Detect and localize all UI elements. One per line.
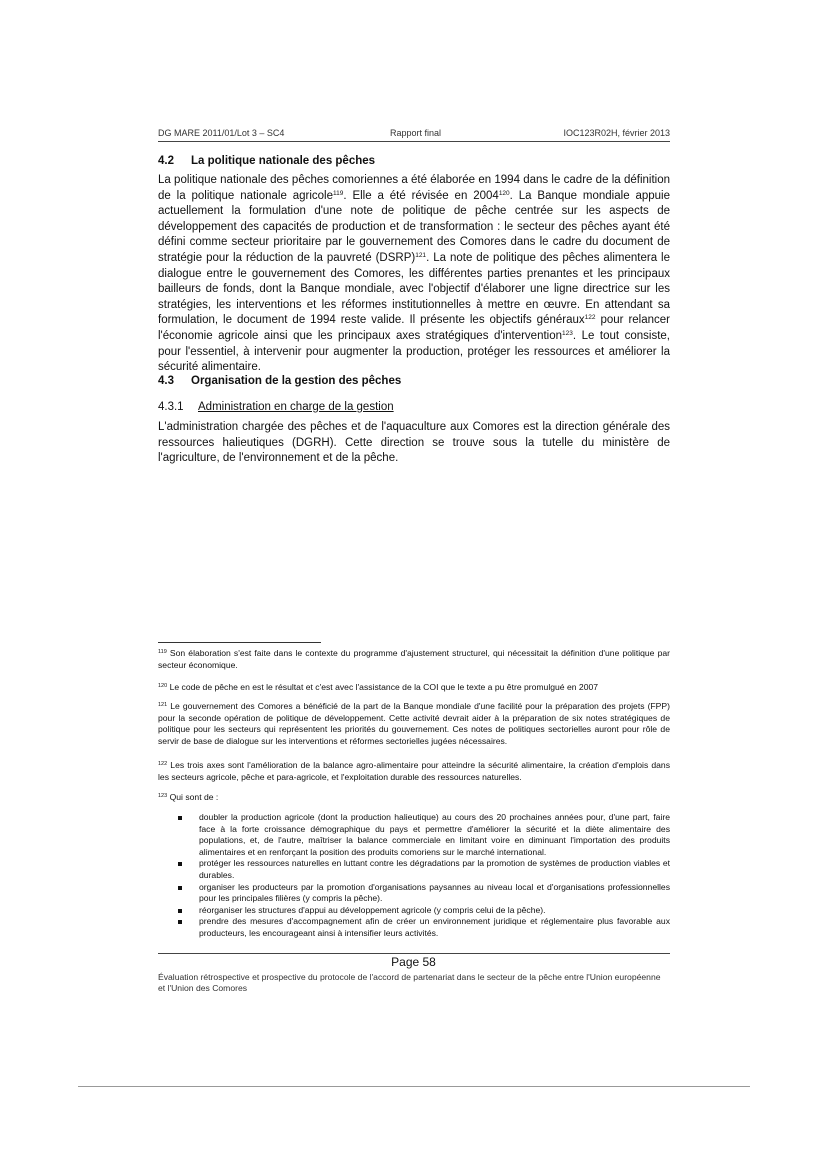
list-item-text: doubler la production agricole (dont la production halieutique) au cours des 20 prochaines années pour, d'une part, faire face à la forte croissance démographique du pays et permettre d'améliorer la sécurité et la diète alimentaire des populations, et, de l'autre, maîtriser la balance commerciale en limitant voire en diminuant l'importation des produits alimentaires et en renforçant la position des produits comoriens sur le marché international.: [199, 812, 670, 857]
footnote-number: 120: [158, 683, 168, 689]
header-right: IOC123R02H, février 2013: [563, 128, 670, 138]
list-item-text: organiser les producteurs par la promotion d'organisations paysannes au niveau local et d'organisations professionnelles pour les principales filières (y compris la pêche).: [199, 881, 670, 904]
footnote-119: [158, 648, 670, 671]
page-footer-separator: [158, 953, 670, 954]
text-run: pour relancer l'économie agricole ainsi que les principaux axes stratégiques d'intervention: [158, 314, 670, 342]
footnote-text: Le gouvernement des Comores a bénéficié de la part de la Banque mondiale d'une facilité pour la préparation des projets (FPP) pour la seconde opération de politique de développement. Cette activité devrait aider à la préparation de six notes stratégiques de politique pour les secteurs qui représentent les priorités du gouvernement. Ces notes de politiques sectorielles auront pour rôle de servir de base de dialogue sur les interventions et réformes sectorielles jugées nécessaires.: [158, 701, 671, 746]
section-title: La politique nationale des pêches: [191, 155, 376, 167]
list-item: [178, 905, 670, 917]
section-heading-4-2: [158, 155, 375, 167]
text-run: . La note de politique des pêches alimentera le dialogue entre le gouvernement des Comores, les différentes parties prenantes et les principaux bailleurs de fonds, dont la Banque mondiale, avec l'objectif d'élaborer une ligne directrice sur les stratégies, les interventions et les réformes institutionnelles à mettre en œuvre. En attendant sa formulation, le document de 1994 reste valide. Il présente les objectifs généraux: [158, 251, 670, 327]
footnote-text: Qui sont de :: [169, 792, 219, 802]
section-title: Organisation de la gestion des pêches: [191, 375, 402, 387]
list-item: [178, 858, 670, 881]
header-left: DG MARE 2011/01/Lot 3 – SC4: [158, 128, 285, 138]
footnote-text: Le code de pêche en est le résultat et c'est avec l'assistance de la COI que le texte a pu être promulgué en 2007: [169, 682, 599, 692]
page-bottom-divider: [78, 1086, 750, 1087]
footnote-ref[interactable]: 119: [333, 189, 344, 197]
footnote-ref[interactable]: 123: [562, 329, 573, 337]
footnote-text: Les trois axes sont l'amélioration de la balance agro-alimentaire pour atteindre la sécurité alimentaire, la création d'emplois dans les secteurs agricole, pêche et para-agricole, et l'exploitation durable des ressources naturelles.: [158, 760, 670, 782]
footnote-123-list: [178, 812, 670, 940]
text-run: . La Banque mondiale appuie actuellement la formulation d'une note de politique de pêche centrée sur les aspects de développement des capacités de production et de transformation : le secteur des pêches ayant été défini comme secteur prioritaire par le gouvernement des Comores dans le cadre du document de stratégie pour la réduction de la pauvreté (DSRP): [158, 189, 670, 264]
section-heading-4-3: [158, 375, 401, 387]
footnote-122: [158, 760, 670, 783]
footnote-120: [158, 682, 670, 694]
text-run: La politique nationale des pêches comoriennes a été élaborée en 1994 dans le cadre de la définition de la politique nationale agricole: [158, 174, 670, 202]
bullet-icon: [178, 886, 182, 890]
footnote-number: 122: [158, 761, 168, 767]
bullet-icon: [178, 862, 182, 866]
page-number: Page 58: [391, 955, 436, 969]
list-item: [178, 916, 670, 939]
list-item-text: prendre des mesures d'accompagnement afin de créer un environnement juridique et réglementaire plus favorable aux producteurs, les encourageant ainsi à intensifier leurs activités.: [199, 916, 670, 938]
subsection-number: 4.3.1: [158, 401, 184, 413]
text-run: . Elle a été révisée en 2004: [343, 189, 499, 202]
running-header: [158, 127, 670, 142]
section-number: 4.3: [158, 375, 174, 387]
list-item-text: protéger les ressources naturelles en luttant contre les dégradations par la promotion de systèmes de production viables et durables.: [199, 858, 670, 880]
text-run: . Le tout consiste, pour l'essentiel, à intervenir pour augmenter la production, protéger les ressources et améliorer la sécurité alimentaire.: [158, 329, 670, 374]
list-item: [178, 812, 670, 858]
bullet-icon: [178, 909, 182, 913]
bullet-icon: [178, 816, 182, 820]
footnote-number: 123: [158, 793, 168, 799]
header-center: Rapport final: [390, 128, 442, 138]
subsection-heading-4-3-1: [158, 401, 394, 413]
footnote-ref[interactable]: 121: [415, 251, 427, 259]
footnote-123: [158, 792, 670, 804]
footnote-number: 119: [158, 649, 167, 655]
subsection-title: Administration en charge de la gestion: [198, 401, 394, 413]
footnote-separator: [158, 642, 321, 643]
list-item: [178, 882, 670, 905]
section-4-2-paragraph: [158, 173, 670, 376]
section-number: 4.2: [158, 155, 174, 167]
footnote-text: Son élaboration s'est faite dans le contexte du programme d'ajustement structurel, qui nécessitait la définition d'une politique par secteur économique.: [158, 648, 670, 670]
bullet-icon: [178, 920, 182, 924]
footnote-ref[interactable]: 120: [498, 189, 510, 197]
page-footer-text: Évaluation rétrospective et prospective du protocole de l'accord de partenariat dans le secteur de la pêche entre l'Union européenne et l'Union des Comores: [158, 972, 661, 993]
footnote-121: [158, 701, 670, 747]
footnote-ref[interactable]: 122: [584, 314, 596, 322]
section-4-3-1-paragraph: L'administration chargée des pêches et de l'aquaculture aux Comores est la direction générale des ressources halieutiques (DGRH). Cette direction se trouve sous la tutelle du ministère de l'agriculture, de l'environnement et de la pêche.: [158, 421, 670, 465]
footnote-number: 121: [158, 702, 168, 708]
list-item-text: réorganiser les structures d'appui au développement agricole (y compris celui de la pêche).: [199, 904, 546, 915]
